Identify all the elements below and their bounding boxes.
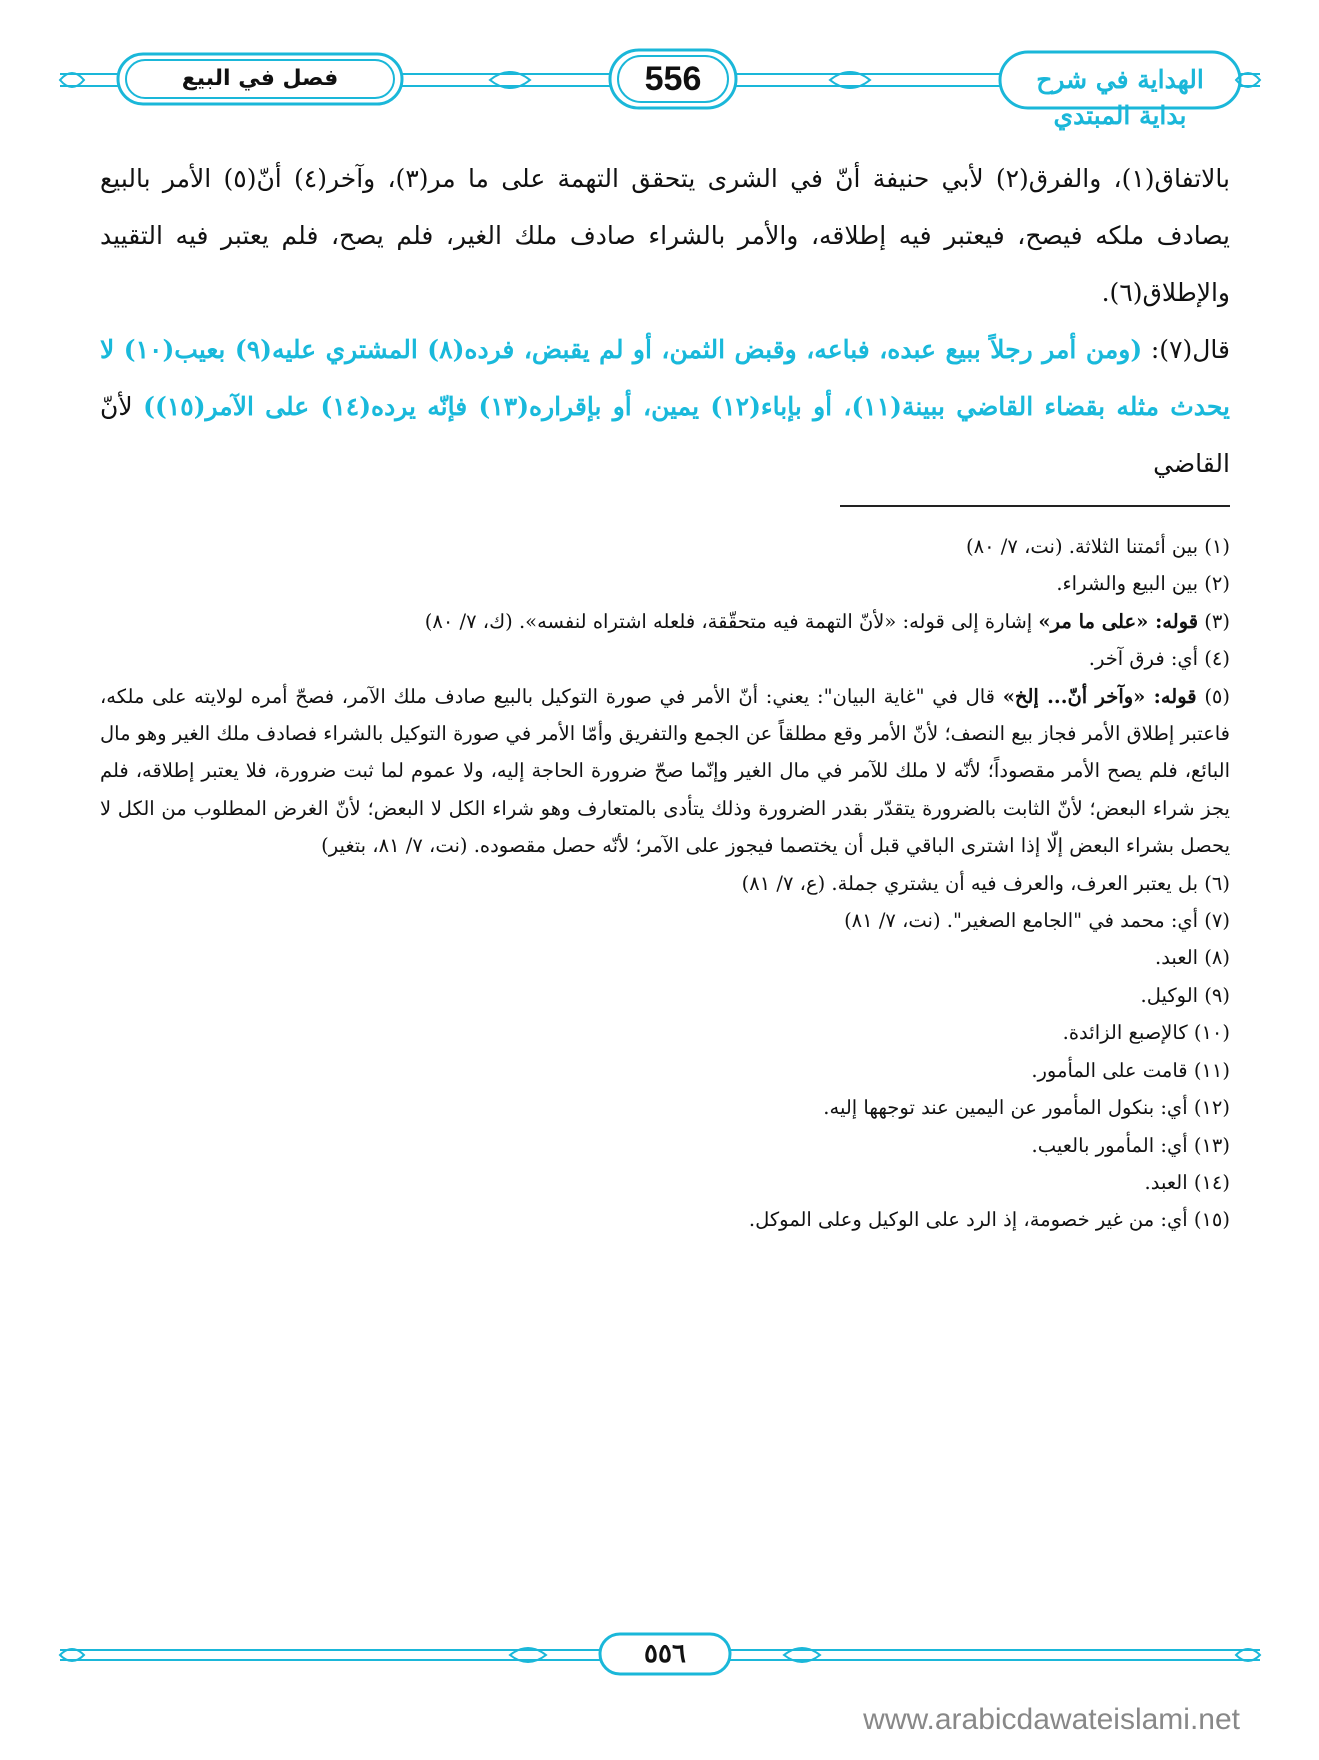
footnote-number: (٥) — [1204, 684, 1231, 708]
footnote-text: بين أئمتنا الثلاثة. (نت، ٧/ ٨٠) — [966, 535, 1199, 558]
footnote — [100, 1201, 1230, 1238]
site-watermark: www.arabicdawateislami.net — [863, 1703, 1240, 1736]
footnote — [100, 977, 1230, 1014]
footnote-number: (٧) — [1204, 909, 1230, 933]
footnote — [100, 1164, 1230, 1201]
footnote-text: إشارة إلى قوله: «لأنّ التهمة فيه متحقّقة، فلعله اشتراه لنفسه». (ك، ٧/ ٨٠) — [424, 609, 1039, 633]
footnote-number: (١٤) — [1193, 1170, 1230, 1194]
footnote-text: كالإصبع الزائدة. — [1062, 1021, 1188, 1045]
highlighted-matn: (ومن أمر رجلاً ببيع عبده، فباعه، وقبض الثمن، أو لم يقبض، فرده(٨) المشتري عليه(٩) بعيب(١٠) لا يحدث مثله بقضاء القاضي ببينة(١١)، أو بإباء(١٢) يمين، أو بإقراره(١٣) فإنّه يرده(١٤) على الآمر(١٥)) — [100, 335, 1231, 421]
footnote — [100, 1127, 1230, 1164]
footnote-text: أي: من غير خصومة، إذ الرد على الوكيل وعلى الموكل. — [748, 1208, 1188, 1232]
footnote-number: (٩) — [1204, 983, 1230, 1007]
main-paragraph-2 — [100, 321, 1230, 492]
footnote-number: (٦) — [1204, 871, 1230, 895]
footnote-lemma: قوله: «وآخر أنّ... إلخ» — [1002, 684, 1197, 708]
footnote — [100, 678, 1230, 865]
footnote-text: أي: بنكول المأمور عن اليمين عند توجهها إليه. — [823, 1096, 1188, 1120]
section-title: فصل في البيع — [181, 66, 339, 91]
page-header — [50, 40, 1270, 130]
footnote — [100, 1089, 1230, 1126]
footnote-text: أي: المأمور بالعيب. — [1031, 1133, 1188, 1157]
footnote-number: (١١) — [1193, 1058, 1230, 1082]
footnote — [100, 603, 1230, 640]
footnote-text: قامت على المأمور. — [1031, 1058, 1188, 1082]
book-title: الهداية في شرح بداية المبتدي — [1036, 65, 1204, 130]
main-text — [100, 150, 1230, 492]
footnote-number: (١٣) — [1193, 1133, 1230, 1157]
page-footer — [50, 1630, 1270, 1680]
footnote — [100, 865, 1230, 902]
footnote-text: قال في "غاية البيان": يعني: أنّ الأمر في صورة التوكيل بالبيع صادف ملك الآمر، فصحّ أمره لولايته على ملكه، فاعتبر إطلاق الأمر فجاز بيع النصف؛ لأنّ الأمر وقع مطلقاً عن الجمع والتفريق وأمّا الأمر في صورة التوكيل بالشراء فصادف ملك الغير وهو مال البائع، فلم يصح الأمر مقصوداً؛ لأنّه لا ملك للآمر في مال الغير وإنّما صحّ ضرورة الحاجة إليه، ولا عموم لما ثبت ضرورة، فلا يعتبر إطلاقه، فلم يجز شراء البعض؛ لأنّ الثابت بالضرورة يتقدّر بقدر الضرورة وذلك يتأدى بالمتعارف وهو شراء الكل لا البعض؛ لأنّ الغرض المطلوب من الكل لا يحصل بشراء البعض إلّا إذا اشترى الباقي قبل أن يختصما فيجوز على الآمر؛ لأنّه حصل مقصوده. (نت، ٧/ ٨١، بتغير) — [100, 684, 1230, 858]
footnote-text: بل يعتبر العرف، والعرف فيه أن يشتري جملة. (ع، ٧/ ٨١) — [741, 871, 1199, 895]
footnote-divider — [840, 505, 1230, 507]
footnote-text: الوكيل. — [1140, 983, 1199, 1007]
footnote — [100, 939, 1230, 976]
footnote-number: (١) — [1204, 535, 1230, 558]
footnote-number: (٣) — [1204, 609, 1230, 633]
footnote-text: العبد. — [1144, 1170, 1188, 1194]
footer-page-number: ٥٥٦ — [644, 1639, 686, 1669]
footnote — [100, 565, 1230, 602]
footnote-lemma: قوله: «على ما مر» — [1038, 609, 1199, 633]
main-paragraph-1: بالاتفاق(١)، والفرق(٢) لأبي حنيفة أنّ في الشرى يتحقق التهمة على ما مر(٣)، وآخر(٤) أنّ(٥) الأمر بالبيع يصادف ملكه فيصح، فيعتبر فيه إطلاقه، والأمر بالشراء صادف ملك الغير، فلم يصح، فلم يعتبر فيه التقييد والإطلاق(٦). — [100, 164, 1231, 307]
footnote-number: (٢) — [1204, 572, 1230, 596]
commentary-start: لأنّ القاضي — [100, 392, 1230, 478]
footnote — [100, 902, 1230, 939]
footnote-text: العبد. — [1155, 946, 1199, 970]
footnote — [100, 640, 1230, 677]
footnote-number: (١٥) — [1193, 1208, 1230, 1232]
footnote — [100, 1014, 1230, 1051]
footnotes — [100, 528, 1230, 1239]
footnote-text: أي: فرق آخر. — [1088, 647, 1199, 671]
footnote-number: (٤) — [1204, 647, 1230, 671]
header-page-number: 556 — [644, 60, 702, 98]
footnote-text: بين البيع والشراء. — [1056, 572, 1199, 596]
footnote-text: أي: محمد في "الجامع الصغير". (نت، ٧/ ٨١) — [844, 909, 1199, 933]
footnote-number: (٨) — [1204, 946, 1230, 970]
footnote-number: (١٢) — [1193, 1096, 1230, 1120]
footnote-number: (١٠) — [1193, 1021, 1230, 1045]
footnote — [100, 528, 1230, 565]
footnote — [100, 1052, 1230, 1089]
quote-intro: قال(٧): — [1142, 335, 1230, 364]
